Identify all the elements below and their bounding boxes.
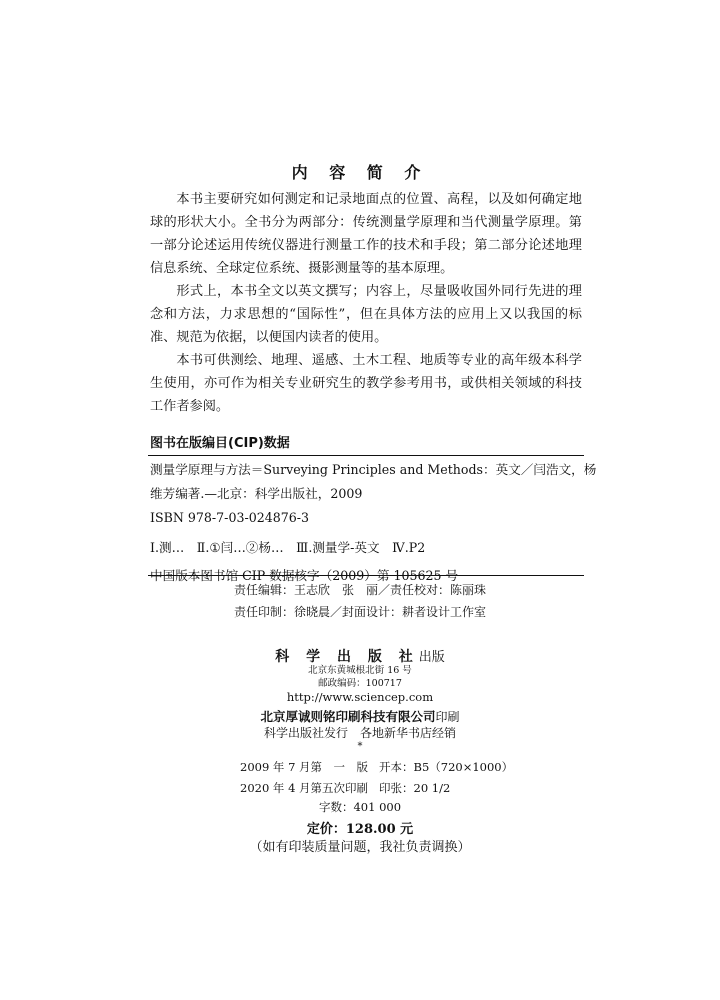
publisher-url: http://www.sciencep.com (286, 690, 434, 704)
credits-production: 责任印制：徐晓晨／封面设计：耕者设计工作室 (233, 605, 486, 619)
publisher-postcode: 邮政编码：100717 (318, 678, 402, 689)
publisher-address: 北京东黄城根北街 16 号 (308, 665, 412, 676)
summary-text (150, 188, 582, 418)
publisher-name: 科 学 出 版 社 (275, 649, 419, 665)
cip-record-number: 中国版本图书馆 CIP 数据核字（2009）第 105625 号 (150, 568, 459, 583)
word-count: 字数：401 000 (318, 800, 402, 814)
cip-title-line-2: 维芳编著.—北京：科学出版社，2009 (150, 486, 363, 501)
cip-block (150, 458, 597, 588)
printer-suffix: 印刷 (435, 710, 460, 724)
cip-isbn: ISBN 978-7-03-024876-3 (150, 510, 310, 525)
credits-editors: 责任编辑：王志欣 张 丽／责任校对：陈丽珠 (233, 583, 486, 597)
quality-notice: （如有印装质量问题，我社负责调换） (249, 840, 471, 855)
summary-title: 内 容 简 介 (291, 163, 429, 182)
print-sheets: 印张：20 1/2 (379, 781, 451, 795)
separator-star: * (357, 741, 363, 752)
cip-bottom-rule (148, 575, 584, 576)
printer-line (0, 706, 720, 725)
cip-heading: 图书在版编目(CIP)数据 (150, 436, 290, 451)
edition-date: 2009 年 7 月第 一 版 (240, 760, 369, 774)
summary-paragraph-3: 本书可供测绘、地理、遥感、土木工程、地质等专业的高年级本科学生使用，亦可作为相关专业研究生的教学参考用书，或供相关领域的科技工作者参阅。 (150, 353, 582, 414)
publisher-name-suffix: 出版 (418, 650, 445, 665)
summary-paragraph-1: 本书主要研究如何测定和记录地面点的位置、高程，以及如何确定地球的形状大小。全书分为两部分：传统测量学原理和当代测量学原理。第一部分论述运用传统仪器进行测量工作的技术和手段；第二部分论述地理信息系统、全球定位系统、摄影测量等的基本原理。 (150, 192, 582, 276)
cip-classification: Ⅰ.测… Ⅱ.①闫…②杨… Ⅲ.测量学-英文 Ⅳ.P2 (150, 540, 426, 555)
print-date: 2020 年 4 月第五次印刷 (240, 781, 369, 795)
printer-name: 北京厚诚则铭印刷科技有限公司 (260, 709, 436, 724)
cip-title-line-1: 测量学原理与方法＝Surveying Principles and Methods：英文／闫浩文，杨 (150, 462, 597, 477)
cip-top-rule (148, 455, 584, 456)
distribution: 科学出版社发行 各地新华书店经销 (263, 726, 456, 740)
price: 定价：128.00 元 (306, 822, 414, 837)
publisher-line (0, 646, 720, 666)
summary-paragraph-2: 形式上，本书全文以英文撰写；内容上，尽量吸收国外同行先进的理念和方法，力求思想的“国际性”，但在具体方法的应用上又以我国的标准、规范为依据，以便国内读者的使用。 (150, 284, 582, 345)
book-format: 开本：B5（720×1000） (379, 760, 514, 774)
credits (0, 579, 720, 623)
